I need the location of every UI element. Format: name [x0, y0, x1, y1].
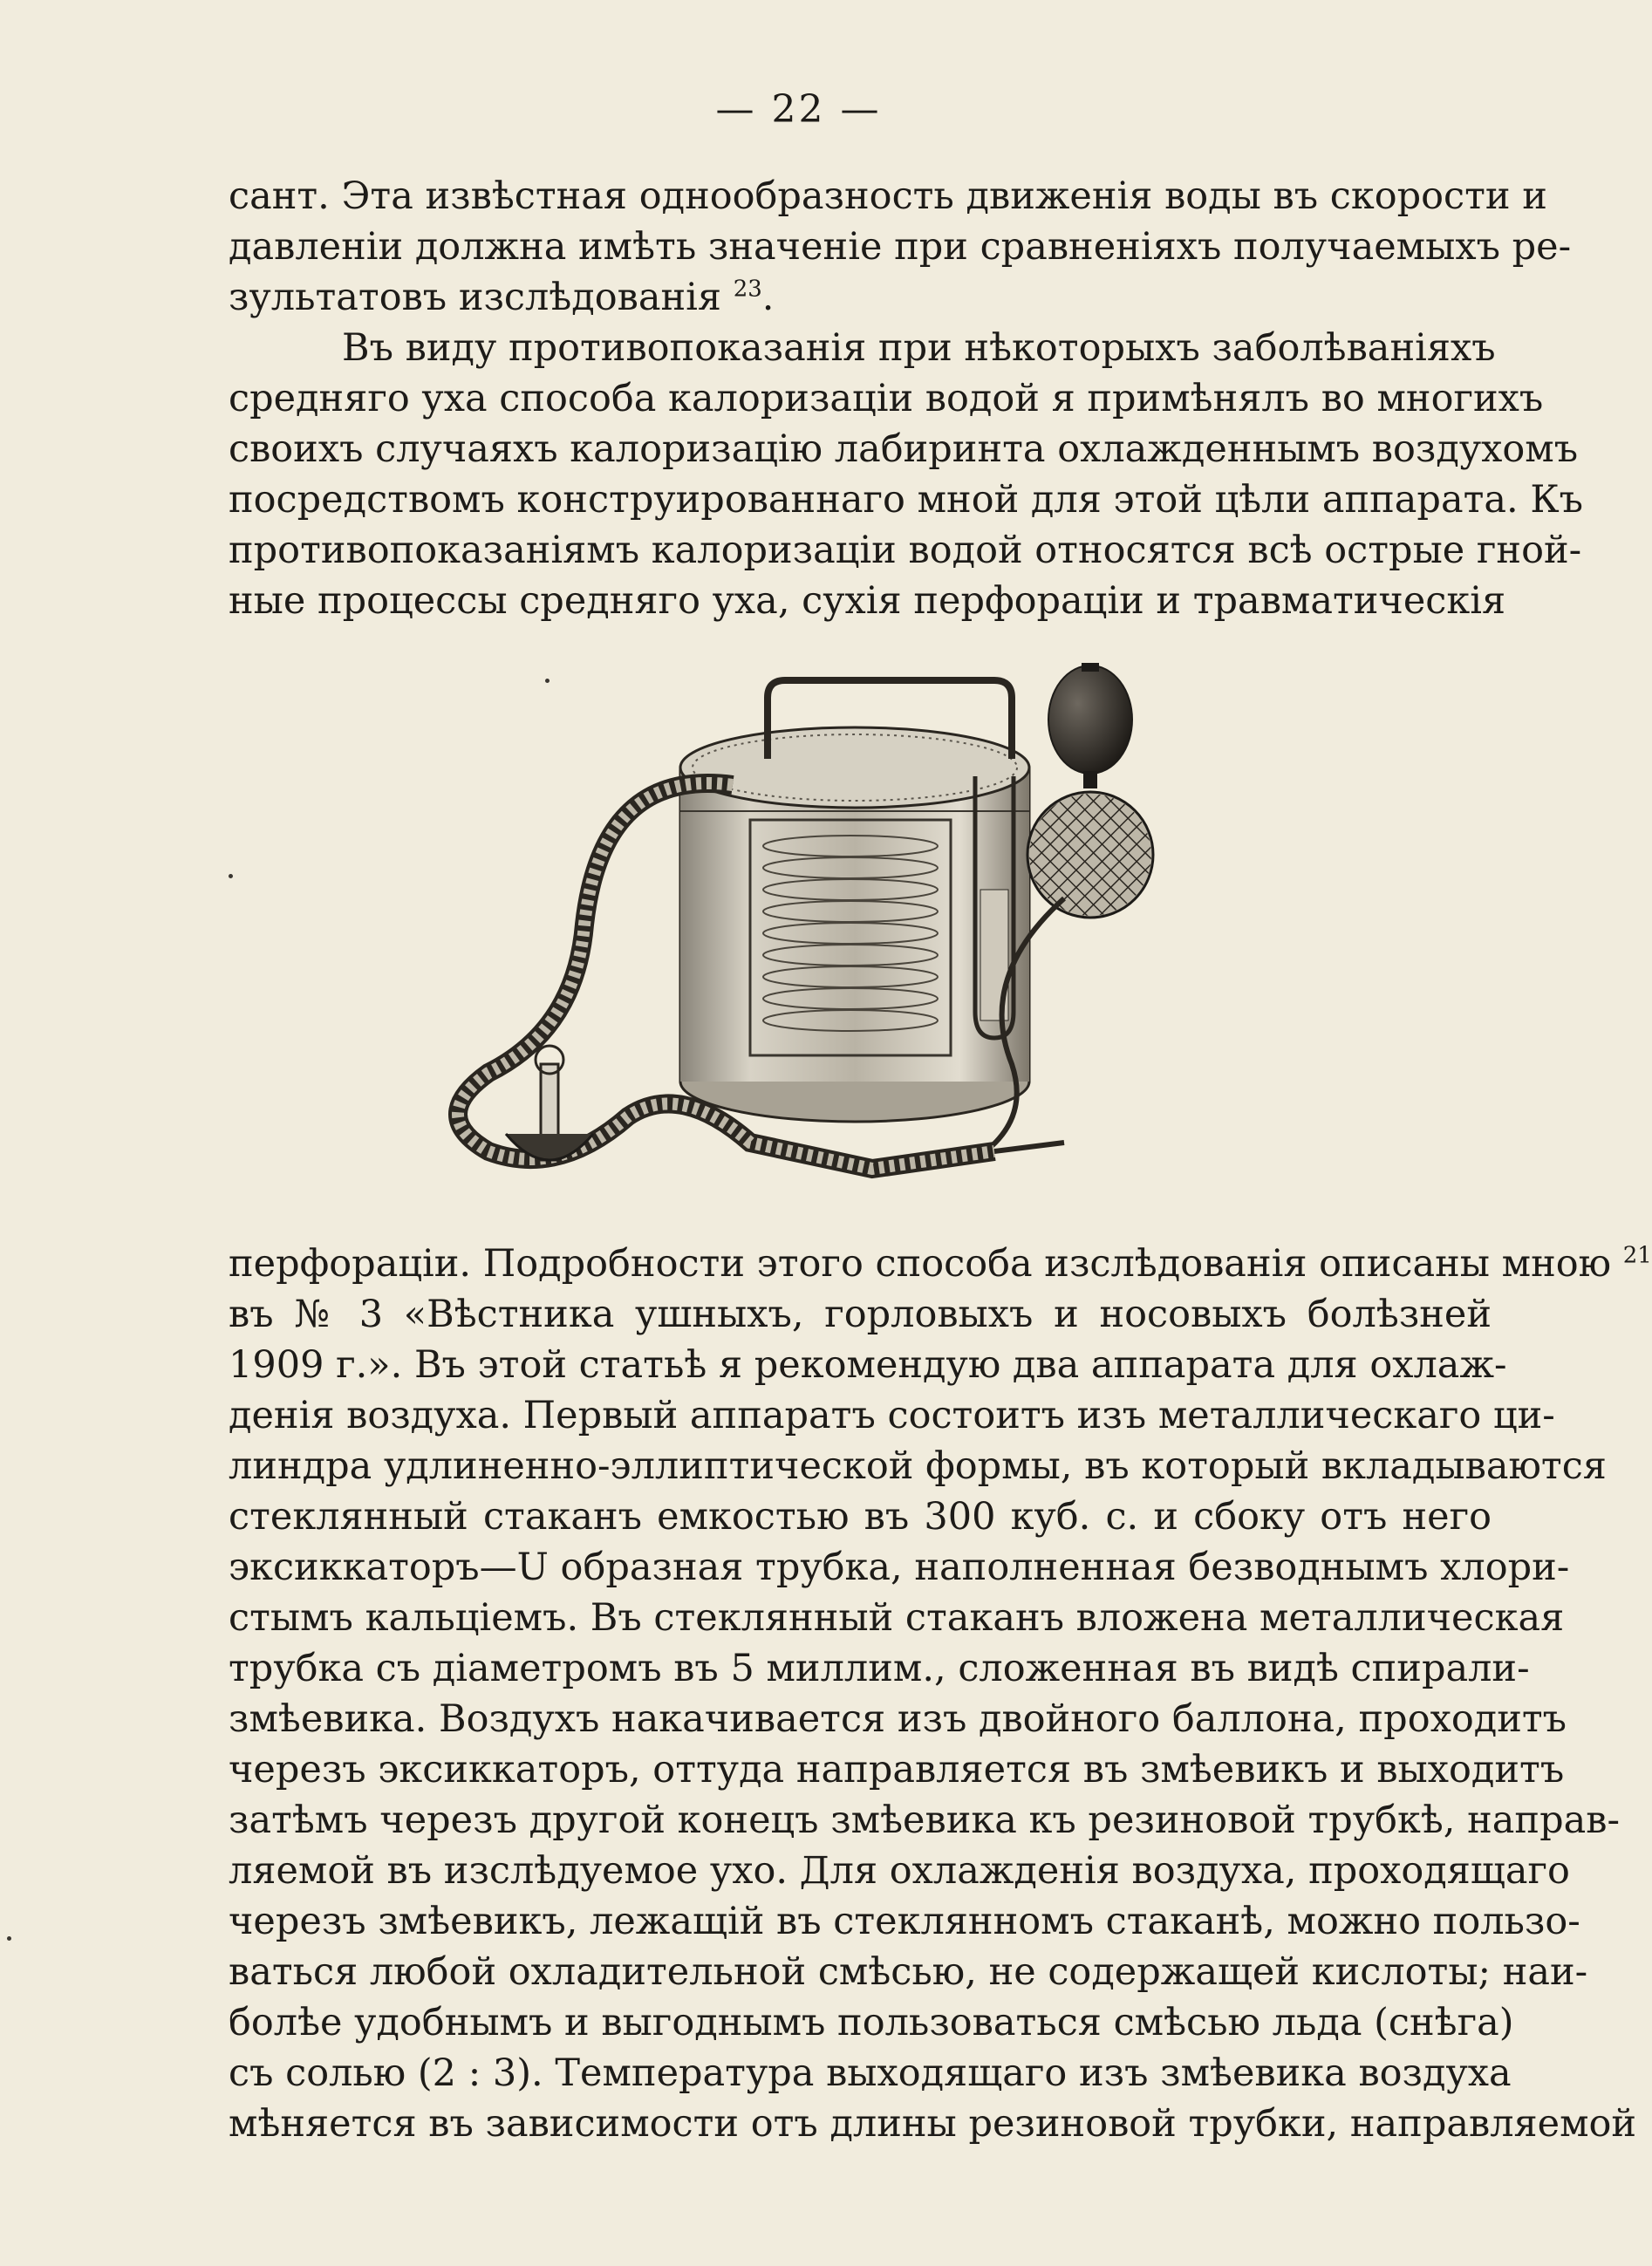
text-line: съ солью (2 : 3). Температура выходящаго изъ змѣевика воздуха	[229, 2051, 1512, 2095]
text-line: стымъ кальціемъ. Въ стеклянный стаканъ вложена металлическая	[229, 1596, 1565, 1640]
print-speck	[229, 874, 233, 878]
text-line: 1909 г.». Въ этой статьѣ я рекомендую два аппарата для охлаж-	[229, 1343, 1507, 1387]
text-line-content: зультатовъ изслѣдованія	[229, 276, 722, 319]
paragraph-bottom	[229, 1239, 1652, 2149]
text-line: черезъ эксиккаторъ, оттуда направляется въ змѣевикъ и выходитъ	[229, 1748, 1565, 1792]
footnote-marker: 23	[733, 276, 762, 303]
text-line: ляемой въ изслѣдуемое ухо. Для охлажденія воздуха, проходящаго	[229, 1849, 1570, 1893]
text-line: посредствомъ конструированнаго мной для этой цѣли аппарата. Къ	[229, 478, 1583, 522]
text-line	[229, 272, 1492, 323]
text-line: Въ виду противопоказанія при нѣкоторыхъ заболѣваніяхъ	[342, 326, 1496, 370]
footnote-suffix: .	[761, 276, 775, 319]
text-line: мѣняется въ зависимости отъ длины резиновой трубки, направляемой	[229, 2102, 1637, 2146]
print-speck	[545, 679, 550, 683]
paragraph-top	[229, 171, 1583, 626]
text-line: ные процессы средняго уха, сухія перфораціи и травматическія	[229, 579, 1506, 623]
apparatus-illustration	[454, 663, 1134, 1186]
text-line: противопоказаніямъ калоризаціи водой относятся всѣ острые гной-	[229, 529, 1582, 572]
text-line: денія воздуха. Первый аппаратъ состоитъ изъ металлическаго ци-	[229, 1394, 1555, 1437]
apparatus-drawing	[454, 663, 1134, 1186]
text-line-content: перфораціи. Подробности этого способа изслѣдованія описаны мною	[229, 1242, 1612, 1286]
page-number: — 22 —	[715, 87, 882, 132]
text-line: змѣевика. Воздухъ накачивается изъ двойного баллона, проходитъ	[229, 1697, 1567, 1741]
text-line: средняго уха способа калоризаціи водой я примѣнялъ во многихъ	[229, 377, 1544, 420]
print-speck	[7, 1936, 11, 1941]
text-line: давленіи должна имѣть значеніе при сравненіяхъ получаемыхъ ре-	[229, 225, 1572, 269]
text-line: въ № 3 «Вѣстника ушныхъ, горловыхъ и носовыхъ болѣзней	[229, 1293, 1492, 1336]
text-line: трубка съ діаметромъ въ 5 миллим., сложенная въ видѣ спирали-	[229, 1647, 1530, 1690]
text-line: затѣмъ черезъ другой конецъ змѣевика къ резиновой трубкѣ, направ-	[229, 1798, 1620, 1842]
text-line: черезъ змѣевикъ, лежащій въ стеклянномъ стаканѣ, можно пользо-	[229, 1900, 1580, 1943]
text-line: эксиккаторъ—U образная трубка, наполненная безводнымъ хлори-	[229, 1546, 1570, 1589]
footnote-marker: 21	[1622, 1242, 1652, 1269]
text-line: сант. Эта извѣстная однообразность движенія воды въ скорости и	[229, 174, 1547, 218]
text-line: своихъ случаяхъ калоризацію лабиринта охлажденнымъ воздухомъ	[229, 427, 1579, 471]
text-line: линдра удлиненно-эллиптической формы, въ который вкладываются	[229, 1444, 1607, 1488]
text-line: ваться любой охладительной смѣсью, не содержащей кислоты; наи-	[229, 1950, 1588, 1994]
text-line	[229, 1239, 1652, 1289]
text-line: болѣе удобнымъ и выгоднымъ пользоваться смѣсью льда (снѣга)	[229, 2001, 1514, 2044]
text-line: стеклянный стаканъ емкостью въ 300 куб. с. и сбоку отъ него	[229, 1495, 1492, 1539]
